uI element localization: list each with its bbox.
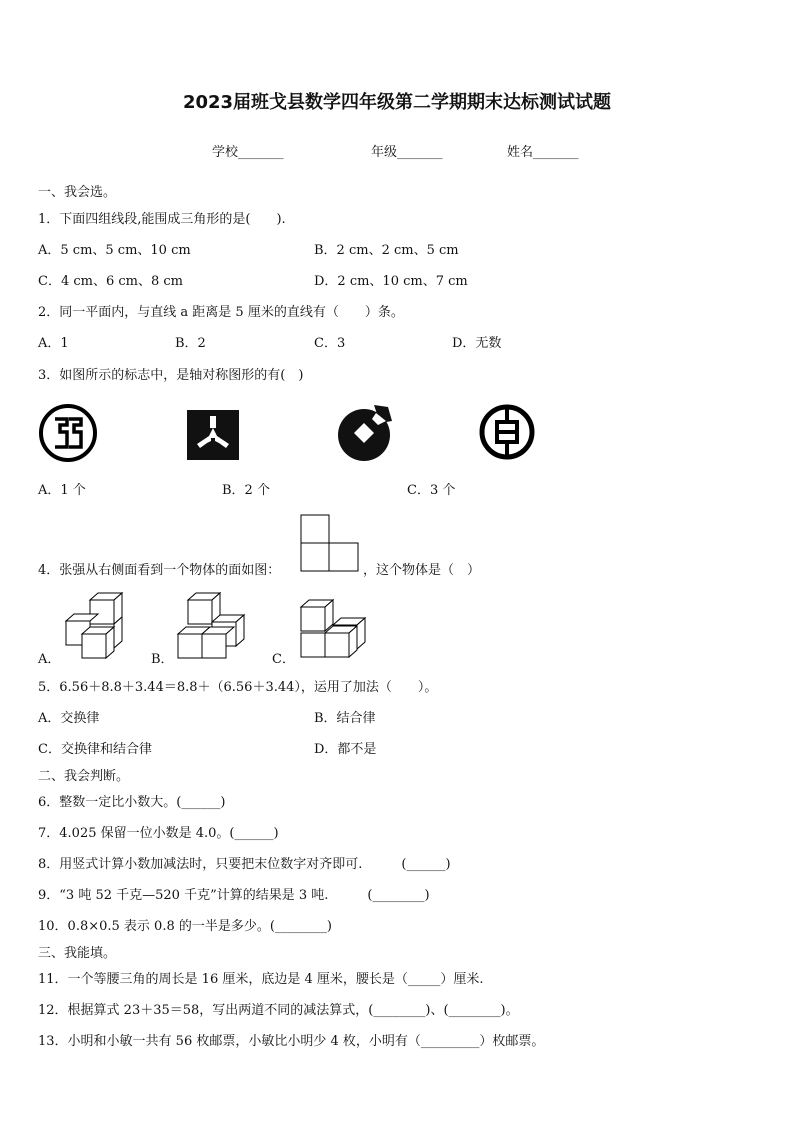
question-4-part2: ，这个物体是（ ） (363, 563, 481, 578)
logo-2-image (187, 410, 239, 460)
q1-option-c[interactable]: C．4 cm、6 cm、8 cm (38, 274, 183, 289)
logo-3-image (336, 403, 396, 463)
page-title: 2023届班戈县数学四年级第二学期期末达标测试试题 (182, 92, 612, 113)
school-field: 学校_______ (212, 145, 284, 160)
q4-option-a[interactable]: A． (38, 652, 61, 667)
q4-option-c-figure (299, 599, 367, 661)
q4-option-b-figure (176, 592, 244, 660)
name-field: 姓名_______ (507, 145, 579, 160)
question-12: 12．根据算式 23＋35＝58，写出两道不同的减法算式，(________)、(________)。 (38, 1003, 519, 1018)
q4-option-c[interactable]: C． (272, 652, 295, 667)
question-3: 3．如图所示的标志中，是轴对称图形的有( ) (38, 368, 304, 383)
side-view-figure (300, 514, 360, 572)
q1-option-b[interactable]: B．2 cm、2 cm、5 cm (314, 243, 459, 258)
question-7: 7．4.025 保留一位小数是 4.0。(______) (38, 826, 279, 841)
q5-option-c[interactable]: C．交换律和结合律 (38, 742, 152, 757)
q5-option-d[interactable]: D．都不是 (314, 742, 377, 757)
question-11: 11．一个等腰三角的周长是 16 厘米，底边是 4 厘米，腰长是（_____）厘米. (38, 972, 484, 987)
question-6: 6．整数一定比小数大。(______) (38, 795, 226, 810)
question-8: 8．用竖式计算小数加减法时，只要把末位数字对齐即可. (______) (38, 857, 451, 872)
question-9: 9．“3 吨 52 千克—520 千克”计算的结果是 3 吨. (________) (38, 888, 430, 903)
q2-option-d[interactable]: D．无数 (452, 336, 502, 351)
question-10: 10．0.8×0.5 表示 0.8 的一半是多少。(________) (38, 919, 332, 934)
q3-option-c[interactable]: C．3 个 (407, 483, 456, 498)
section-heading: 二、我会判断。 (38, 769, 130, 784)
q3-option-a[interactable]: A．1 个 (38, 483, 86, 498)
question-13: 13．小明和小敏一共有 56 枚邮票，小敏比小明少 4 枚，小明有（_________）枚邮票。 (38, 1034, 545, 1049)
question-2: 2．同一平面内，与直线 a 距离是 5 厘米的直线有（ ）条。 (38, 305, 404, 320)
q4-option-a-figure (62, 592, 126, 660)
logo-4-image (478, 403, 536, 461)
q2-option-c[interactable]: C．3 (314, 336, 346, 351)
section-heading: 三、我能填。 (38, 946, 117, 961)
section-heading: 一、我会选。 (38, 185, 117, 200)
logo-1-image (38, 403, 98, 463)
grade-field: 年级_______ (371, 145, 443, 160)
question-4-part1: 4．张强从右侧面看到一个物体的面如图： (38, 563, 281, 578)
q1-option-a[interactable]: A．5 cm、5 cm、10 cm (38, 243, 191, 258)
q2-option-a[interactable]: A．1 (38, 336, 69, 351)
q5-option-a[interactable]: A．交换律 (38, 711, 100, 726)
question-5: 5．6.56＋8.8＋3.44＝8.8＋（6.56＋3.44），运用了加法（ ）。 (38, 680, 438, 695)
q1-option-d[interactable]: D．2 cm、10 cm、7 cm (314, 274, 468, 289)
q4-option-b[interactable]: B． (151, 652, 174, 667)
q5-option-b[interactable]: B．结合律 (314, 711, 376, 726)
question-1: 1．下面四组线段,能围成三角形的是( ). (38, 212, 286, 227)
q2-option-b[interactable]: B．2 (175, 336, 206, 351)
q3-option-b[interactable]: B．2 个 (222, 483, 270, 498)
